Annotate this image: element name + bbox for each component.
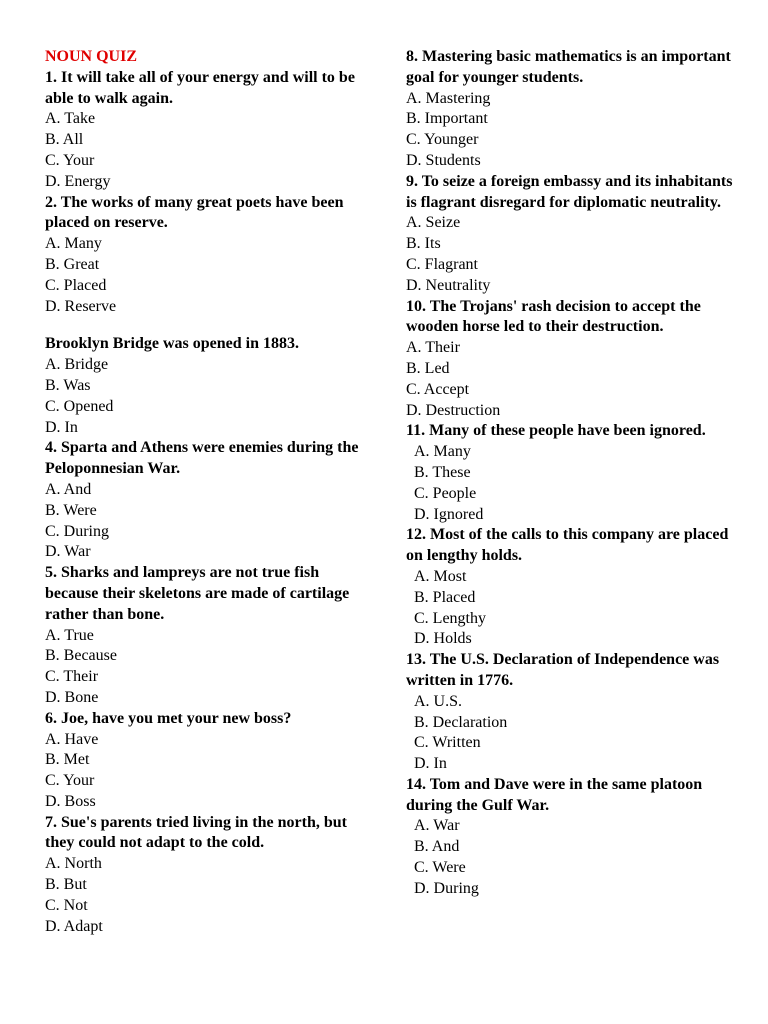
spacer bbox=[45, 317, 367, 334]
option-b: B. Was bbox=[45, 376, 91, 394]
option-c: C. Your bbox=[45, 151, 95, 169]
question-stem: 8. Mastering basic mathematics is an important goal for younger students. bbox=[406, 48, 731, 86]
question-stem: 6. Joe, have you met your new boss? bbox=[45, 709, 292, 727]
question-11 bbox=[406, 421, 746, 525]
option-c: C. Accept bbox=[406, 380, 470, 398]
question-9 bbox=[406, 172, 746, 297]
option-a: A. Many bbox=[414, 443, 471, 461]
question-6 bbox=[45, 709, 367, 813]
question-stem: Brooklyn Bridge was opened in 1883. bbox=[45, 335, 299, 353]
option-a: A. Have bbox=[45, 730, 99, 748]
option-a: A. And bbox=[45, 480, 92, 498]
question-8 bbox=[406, 47, 746, 172]
option-d: D. Students bbox=[406, 151, 481, 169]
question-12 bbox=[406, 525, 746, 650]
option-b: B. Placed bbox=[414, 588, 476, 606]
option-a: A. True bbox=[45, 626, 94, 644]
question-stem: 9. To seize a foreign embassy and its inhabitants is flagrant disregard for diplomatic neutrality. bbox=[406, 172, 733, 211]
option-c: C. Not bbox=[45, 896, 88, 914]
option-a: A. North bbox=[45, 855, 102, 873]
option-d: D. Reserve bbox=[45, 297, 117, 315]
option-c: C. Placed bbox=[45, 276, 107, 294]
option-b: B. Important bbox=[406, 110, 488, 128]
option-d: D. Neutrality bbox=[406, 276, 491, 294]
question-3 bbox=[45, 334, 367, 438]
option-d: D. In bbox=[414, 755, 447, 773]
question-1 bbox=[45, 68, 367, 193]
option-a: A. Most bbox=[414, 567, 467, 585]
question-stem: 13. The U.S. Declaration of Independence was written in 1776. bbox=[406, 651, 720, 689]
option-b: B. And bbox=[414, 838, 460, 856]
option-d: D. Energy bbox=[45, 172, 111, 190]
option-b: B. All bbox=[45, 131, 84, 149]
option-d: D. Destruction bbox=[406, 401, 501, 419]
option-a: A. War bbox=[414, 817, 460, 835]
option-b: B. Its bbox=[406, 235, 441, 253]
option-a: A. Many bbox=[45, 235, 102, 253]
question-4 bbox=[45, 438, 367, 563]
option-b: B. Declaration bbox=[414, 713, 508, 731]
question-2 bbox=[45, 193, 367, 318]
option-a: A. Bridge bbox=[45, 356, 109, 374]
option-c: C. Flagrant bbox=[406, 255, 478, 273]
quiz-title: NOUN QUIZ bbox=[45, 48, 138, 65]
option-d: D. War bbox=[45, 543, 91, 561]
option-b: B. These bbox=[414, 463, 471, 481]
right-column bbox=[406, 47, 746, 900]
question-14 bbox=[406, 775, 746, 900]
question-10 bbox=[406, 297, 746, 422]
option-d: D. Boss bbox=[45, 792, 96, 810]
question-stem: 10. The Trojans' rash decision to accept the wooden horse led to their destruction. bbox=[406, 297, 701, 336]
option-c: C. People bbox=[414, 484, 477, 502]
option-b: B. But bbox=[45, 876, 87, 894]
option-b: B. Met bbox=[45, 751, 90, 769]
option-b: B. Great bbox=[45, 255, 100, 273]
option-c: C. Your bbox=[45, 772, 95, 790]
question-stem: 14. Tom and Dave were in the same platoon during the Gulf War. bbox=[406, 775, 703, 814]
option-c: C. Younger bbox=[406, 131, 479, 149]
question-7 bbox=[45, 813, 367, 938]
option-d: D. Adapt bbox=[45, 917, 103, 935]
option-d: D. In bbox=[45, 418, 78, 436]
option-a: A. U.S. bbox=[414, 692, 463, 710]
question-stem: 4. Sparta and Athens were enemies during the Peloponnesian War. bbox=[45, 439, 359, 478]
option-c: C. During bbox=[45, 522, 109, 540]
option-d: D. Bone bbox=[45, 688, 99, 706]
question-stem: 11. Many of these people have been ignored. bbox=[406, 422, 706, 440]
question-13 bbox=[406, 650, 746, 775]
option-c: C. Lengthy bbox=[414, 609, 486, 627]
question-stem: 12. Most of the calls to this company are placed on lengthy holds. bbox=[406, 526, 729, 565]
question-stem: 1. It will take all of your energy and will to be able to walk again. bbox=[45, 68, 355, 107]
option-c: C. Were bbox=[414, 859, 466, 877]
option-c: C. Written bbox=[414, 734, 481, 752]
option-b: B. Were bbox=[45, 501, 97, 519]
option-a: A. Mastering bbox=[406, 89, 491, 107]
option-a: A. Seize bbox=[406, 214, 461, 232]
option-b: B. Led bbox=[406, 359, 450, 377]
option-d: D. During bbox=[414, 879, 479, 897]
question-stem: 7. Sue's parents tried living in the north, but they could not adapt to the cold. bbox=[45, 813, 347, 852]
option-b: B. Because bbox=[45, 647, 117, 665]
left-column bbox=[45, 47, 367, 937]
option-a: A. Take bbox=[45, 110, 96, 128]
option-c: C. Opened bbox=[45, 397, 114, 415]
question-stem: 2. The works of many great poets have been placed on reserve. bbox=[45, 193, 344, 232]
question-stem: 5. Sharks and lampreys are not true fish because their skeletons are made of cartilage rather than bone. bbox=[45, 564, 350, 623]
option-a: A. Their bbox=[406, 339, 460, 357]
option-c: C. Their bbox=[45, 668, 99, 686]
question-5 bbox=[45, 563, 367, 709]
option-d: D. Ignored bbox=[414, 505, 484, 523]
option-d: D. Holds bbox=[414, 630, 472, 648]
